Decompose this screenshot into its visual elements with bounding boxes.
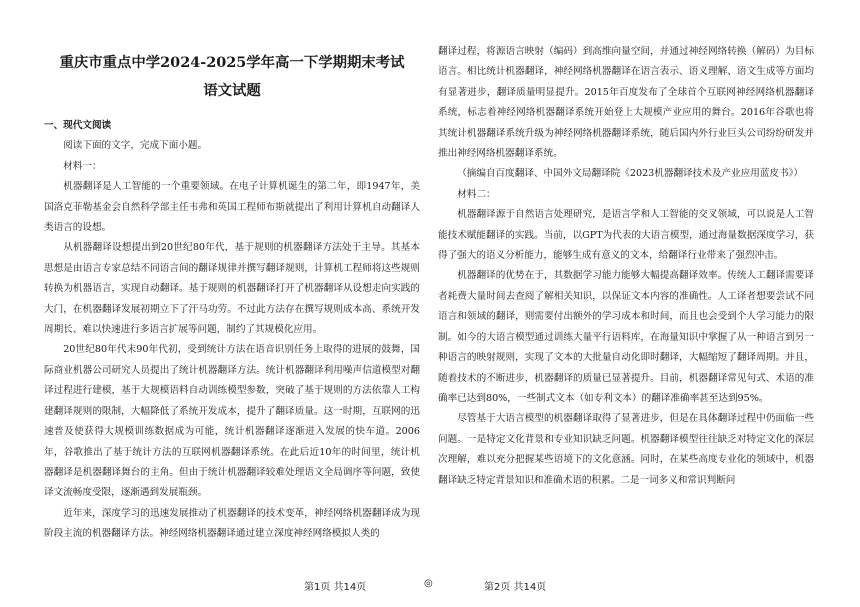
- right-paragraph: 尽管基于大语言模型的机器翻译取得了显著进步，但是在具体翻译过程中仍面临一些问题。一是特定文化背景和专业知识缺乏问题。机器翻译模型往往缺乏对特定文化的深层次理解，难以充分把握某些语境下的文化意涵。同时，在某些高度专业化的领域中，机器翻译缺乏特定背景知识和准确术语的积累。二是一词多义和常识判断问: [438, 413, 814, 486]
- page-number-left: 第1页 共14页: [304, 582, 367, 593]
- left-paragraph: 从机器翻译设想提出到20世纪80年代，基于规则的机器翻译方法处于主导。其基本思想是由语言专家总结不同语言间的翻译规律并撰写翻译规则，计算机工程师将这些规则转换为机器语言，实现自动翻译。基于规则的机器翻译打开了机器翻译从设想走向实践的大门，在机器翻译发展初期立下了汗马功劳。不过此方法存在撰写规则成本高、系统开发周期长、难以快速进行多语言扩展等问题，制约了其规模化应用。: [44, 242, 420, 336]
- exam-title: 重庆市重点中学2024-2025学年高一下学期期末考试: [59, 54, 405, 71]
- right-column: [438, 42, 814, 491]
- right-paragraph: 机器翻译的优势在于，其数据学习能力能够大幅提高翻译效率。传统人工翻译需要译者耗费大量时间去查阅了解相关知识，以保证文本内容的准确性。人工译者想要尝试不同语言和领域的翻译，则需要付出额外的学习成本和时间，而且也会受到个人学习能力的限制。如今的大语言模型通过训练大量平行语料库，在海量知识中掌握了从一种语言到另一种语言的映射规则，实现了文本的大批量自动化即时翻译，大幅缩短了翻译周期。并且，随着技术的不断进步，机器翻译的质量已显著提升。目前，机器翻译常见句式、术语的准确率已达到80%，一些制式文本（如专利文本）的翻译准确率甚至达到95%。: [438, 270, 814, 404]
- left-paragraph: 近年来，深度学习的迅速发展推动了机器翻译的技术变革，神经网络机器翻译成为现阶段主流的机器翻译方法。神经网络机器翻译通过建立深度神经网络模拟人类的: [44, 507, 420, 540]
- left-column: [44, 44, 420, 545]
- left-paragraph: 机器翻译是人工智能的一个重要领域。在电子计算机诞生的第二年，即1947年，美国洛克菲勒基金会自然科学部主任韦弗和英国工程师布斯就提出了利用计算机自动翻译人类语言的设想。: [44, 181, 420, 234]
- continued-paragraph: 翻译过程，将源语言映射（编码）到高维向量空间，并通过神经网络转换（解码）为目标语言。相比统计机器翻译，神经网络机器翻译在语言表示、语义理解、语文生成等方面均有显著进步，翻译质量明显提升。2015年百度发布了全球首个互联网神经网络机器翻译系统，标志着神经网络机器翻译系统开始登上大规模产业应用的舞台。2016年谷歌也将其统计机器翻译系统升级为神经网络机器翻译系统，随后国内外行业巨头公司纷纷研发并推出神经网络机器翻译系统。: [438, 46, 814, 160]
- center-mark-icon: ◎: [424, 578, 433, 589]
- source-note: （摘编自百度翻译、中国外文局翻译院《2023机器翻译技术及产业应用蓝皮书》）: [457, 168, 803, 180]
- material-1-label: 材料一：: [63, 160, 102, 172]
- left-paragraph: 20世纪80年代末90年代初，受到统计方法在语音识别任务上取得的进展的鼓舞，国际商业机器公司研究人员提出了统计机器翻译方法。统计机器翻译利用噪声信道模型对翻译过程进行建模，基于大规模语料自动训练模型参数，突破了基于规则的方法依靠人工构建翻译规则的限制，大幅降低了系统开发成本，提升了翻译质量。这一时期，互联网的迅速普及使获得大规模训练数据成为可能，统计机器翻译逐渐进入发展的快车道。2006年，谷歌推出了基于统计方法的互联网机器翻译系统。在此后近10年的时间里，统计机器翻译是机器翻译舞台的主角。但由于统计机器翻译较难处理语文全局调序等问题，致使译文流畅度受限，逐渐遇到发展瓶颈。: [44, 344, 420, 499]
- material-2-label: 材料二：: [457, 188, 496, 200]
- section-heading: 一、现代文阅读: [44, 120, 112, 131]
- exam-subtitle: 语文试题: [203, 82, 261, 99]
- instruction-text: 阅读下面的文字，完成下面小题。: [63, 140, 208, 152]
- right-paragraph: 机器翻译源于自然语言处理研究，是语言学和人工智能的交叉领域，可以说是人工智能技术赋能翻译的实践。当前，以GPT为代表的大语言模型，通过海量数据深度学习，获得了强大的语义分析能力，能够生成有意义的文本，给翻译行业带来了强烈冲击。: [438, 209, 814, 262]
- page-number-right: 第2页 共14页: [484, 582, 547, 593]
